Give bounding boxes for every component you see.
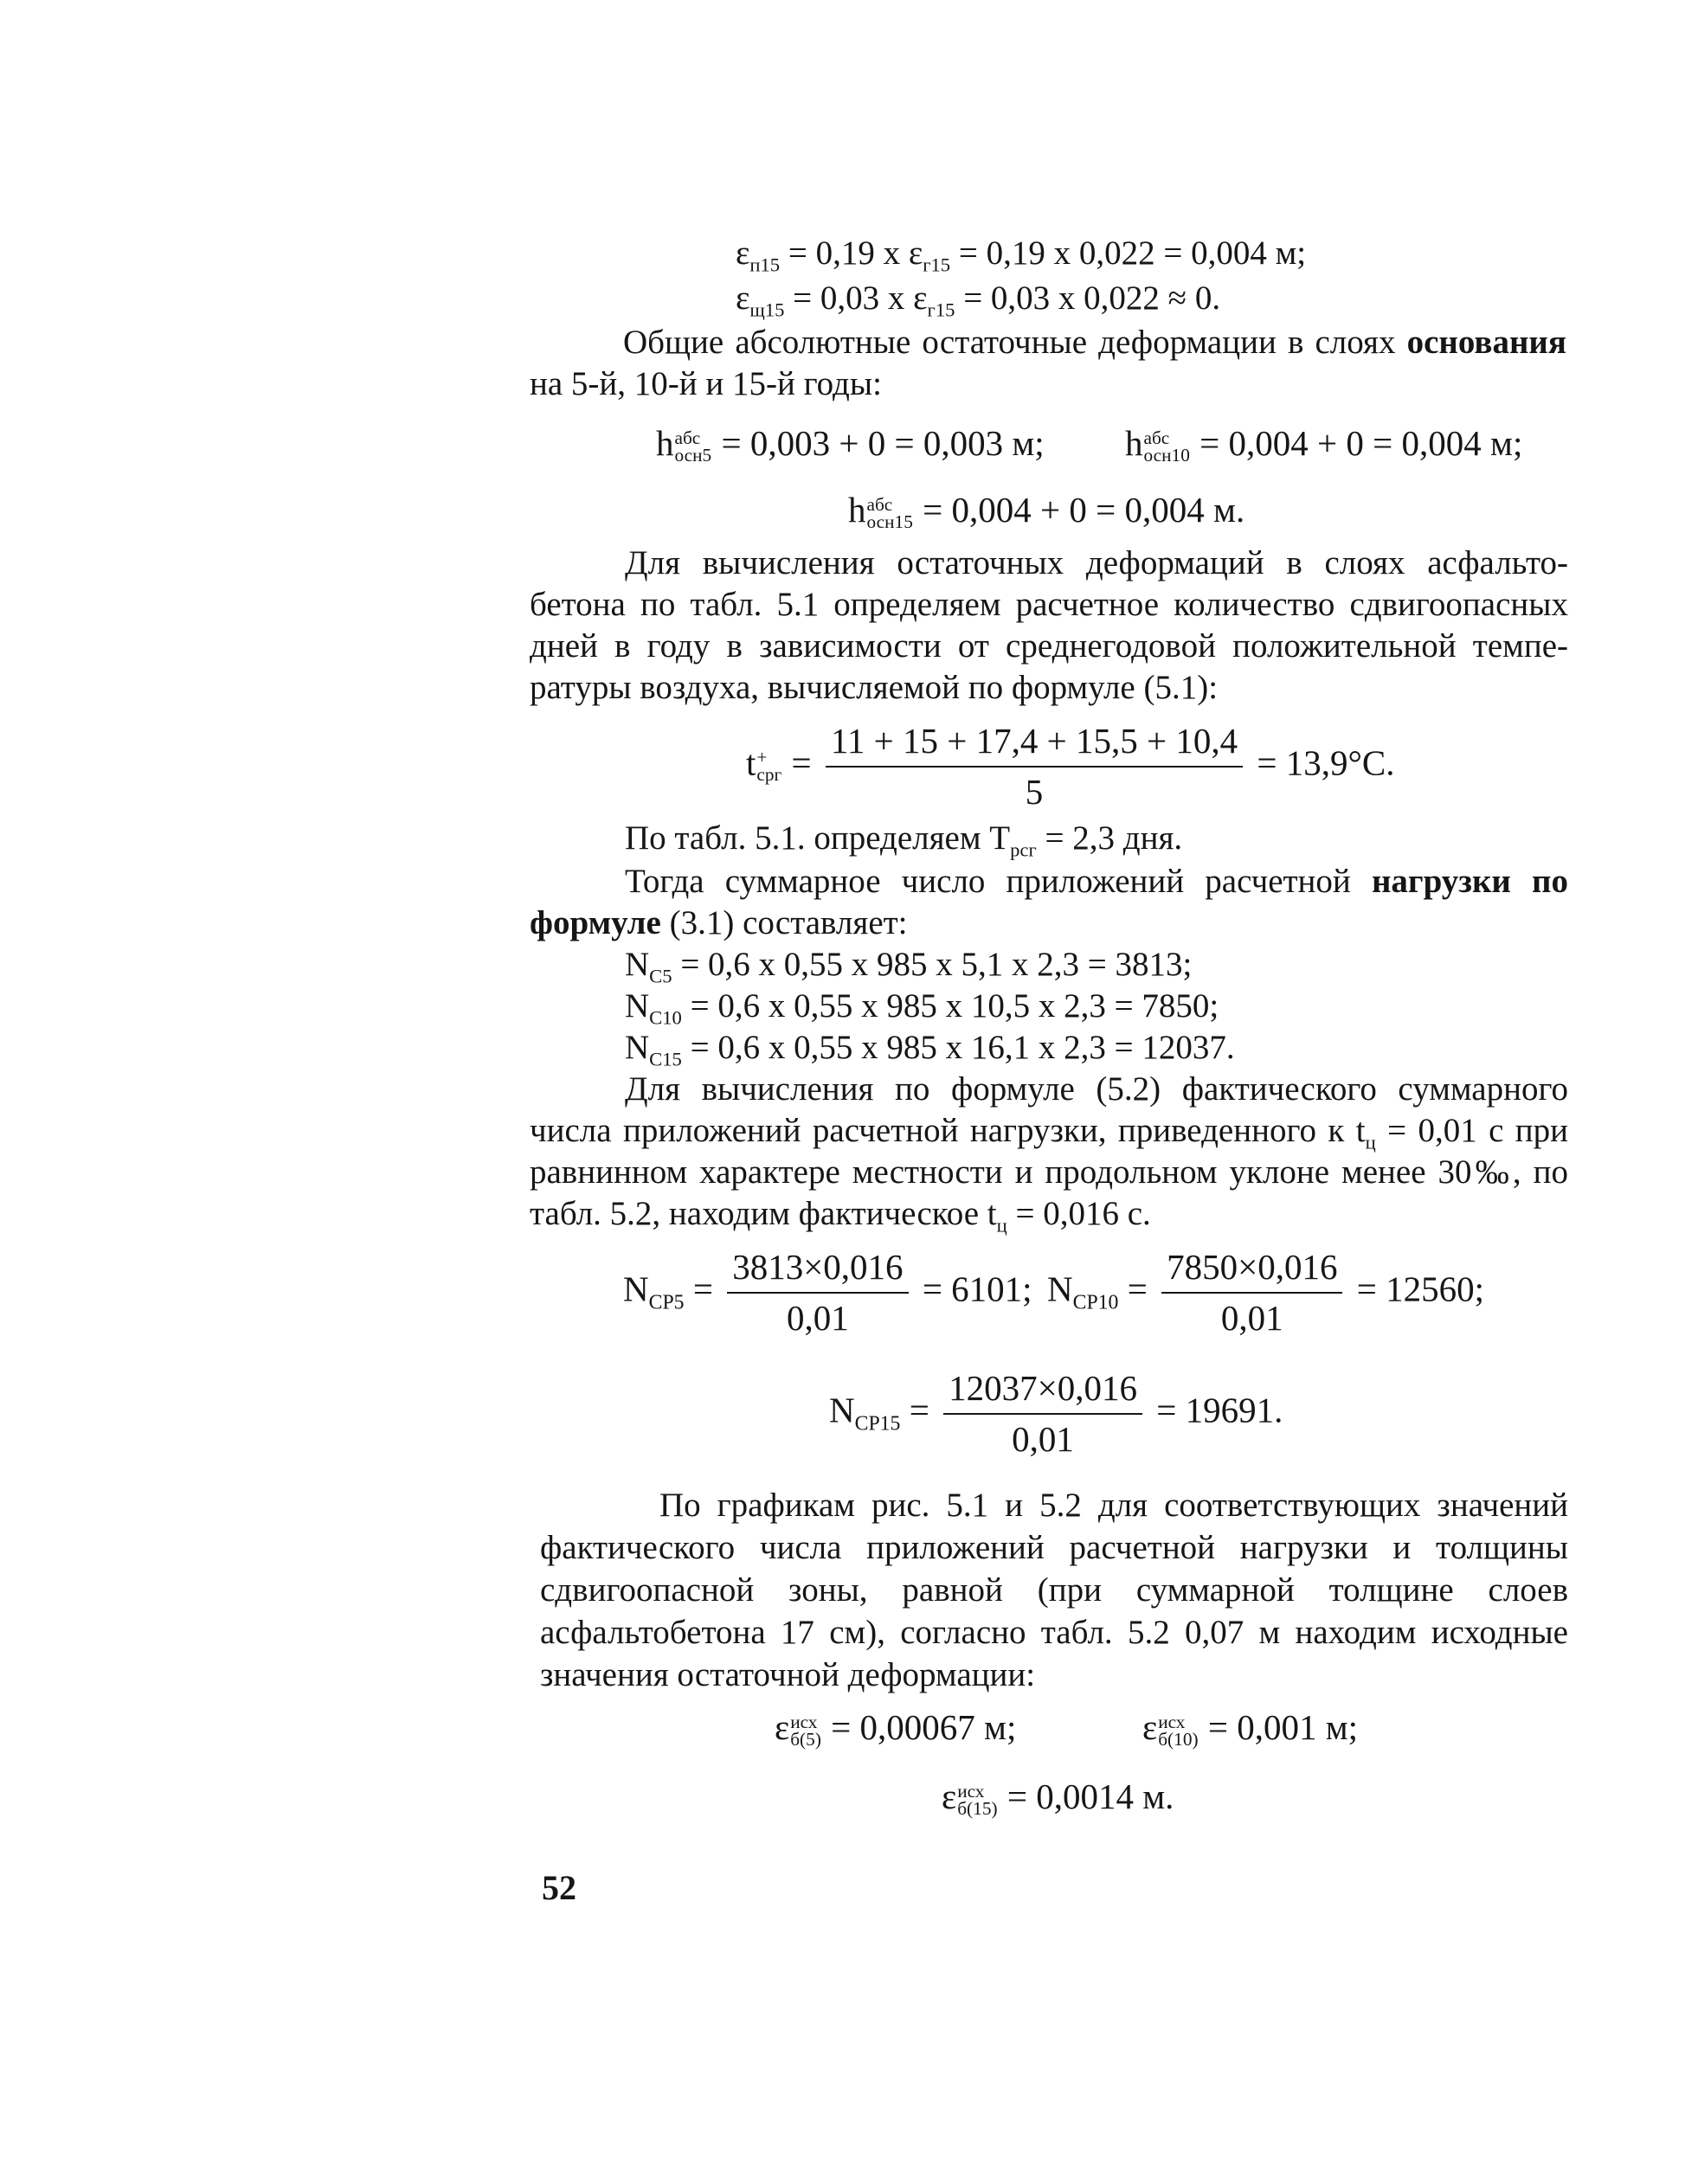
text: = 0,01 с при	[1387, 1112, 1569, 1149]
paragraph-line	[625, 862, 1568, 903]
text: табл. 5.2, находим фактическое t	[530, 1195, 997, 1232]
superscript: абс	[866, 493, 893, 515]
paragraph-line: дней в году в зависимости от среднегодовой положительной темпе-	[530, 627, 1568, 665]
formula-text: = 0,00067 м;	[831, 1707, 1017, 1747]
formula-eps-sh15	[736, 279, 1220, 322]
equals-sign: =	[791, 742, 812, 783]
formula-eps-b10	[1142, 1706, 1358, 1749]
formula-text: = 0,03 x 0,022 ≈ 0.	[963, 279, 1221, 317]
paragraph-line	[530, 1194, 1151, 1237]
subscript: С15	[649, 1048, 682, 1070]
subscript: СР10	[1072, 1291, 1119, 1314]
fraction	[943, 1367, 1142, 1461]
formula-text: = 0,003 + 0 = 0,003 м;	[721, 423, 1045, 463]
formula-h-osn15	[848, 489, 1244, 531]
paragraph-line: равнинном характере местности и продольном уклоне менее 30‰, по	[530, 1153, 1568, 1191]
subscript: г15	[923, 254, 951, 276]
numerator: 12037×0,016	[943, 1367, 1142, 1415]
superscript: исх	[790, 1711, 818, 1732]
subscript: С10	[649, 1006, 682, 1029]
formula-text: = 12560;	[1356, 1269, 1484, 1309]
subscript: СР15	[854, 1412, 901, 1436]
numerator: 7850×0,016	[1161, 1246, 1342, 1294]
symbol: t	[746, 742, 756, 783]
formula-text: = 0,0014 м.	[1006, 1776, 1174, 1816]
symbol: ε	[736, 279, 750, 317]
fraction	[1161, 1246, 1342, 1339]
superscript: абс	[674, 427, 701, 448]
subscript: осн5	[674, 444, 712, 466]
formula-text: = 0,004 + 0 = 0,004 м.	[923, 490, 1245, 530]
subscript: щ15	[749, 299, 785, 321]
subscript: б(5)	[790, 1728, 821, 1750]
subscript: ц	[996, 1214, 1007, 1237]
formula-n-cp15	[829, 1367, 1283, 1461]
fraction	[727, 1246, 908, 1339]
paragraph-line: фактического числа приложений расчетной нагрузки и толщины	[540, 1529, 1568, 1566]
text: числа приложений расчетной нагрузки, приведенного к t	[530, 1112, 1366, 1149]
formula-text: = 0,03 x ε	[793, 279, 928, 317]
formula-n-c10	[625, 986, 1219, 1030]
subscript: рсг	[1010, 838, 1037, 861]
formula-text: = 13,9°С.	[1257, 742, 1395, 783]
formula-eps-p15	[736, 234, 1306, 277]
formula-n-c5	[625, 945, 1192, 988]
denominator: 5	[1025, 772, 1044, 813]
formula-text: = 0,6 x 0,55 x 985 x 5,1 x 2,3 = 3813;	[680, 946, 1193, 983]
subscript: б(10)	[1158, 1728, 1199, 1750]
formula-text: = 0,19 x ε	[788, 234, 923, 272]
text: = 0,016 с.	[1015, 1195, 1151, 1232]
symbol: ε	[1142, 1707, 1158, 1747]
formula-h-osn10	[1125, 422, 1522, 465]
formula-text: = 0,19 x 0,022 = 0,004 м;	[958, 234, 1307, 272]
text-bold: формуле	[530, 904, 661, 941]
paragraph-line: Для вычисления остаточных деформаций в слоях асфальто-	[625, 544, 1568, 581]
formula-text: = 0,004 + 0 = 0,004 м;	[1199, 423, 1523, 463]
text-bold: нагрузки по	[1371, 863, 1568, 900]
paragraph-line: сдвигоопасной зоны, равной (при суммарной толщине слоев	[540, 1571, 1568, 1609]
formula-n-cp10	[1047, 1246, 1484, 1339]
paragraph-line	[530, 1111, 1568, 1154]
formula-n-cp5	[623, 1246, 1032, 1339]
paragraph-line: бетона по табл. 5.1 определяем расчетное количество сдвигоопасных	[530, 586, 1568, 623]
superscript: исх	[957, 1780, 985, 1802]
formula-text: = 0,6 x 0,55 x 985 x 16,1 x 2,3 = 12037.	[690, 1029, 1235, 1066]
superscript: исх	[1158, 1711, 1186, 1732]
subscript: срг	[756, 764, 782, 786]
denominator: 0,01	[787, 1298, 849, 1339]
superscript: +	[756, 747, 768, 768]
superscript: абс	[1143, 427, 1170, 448]
equals-sign: =	[909, 1390, 929, 1430]
fraction	[826, 720, 1243, 813]
symbol: N	[625, 987, 650, 1025]
denominator: 0,01	[1220, 1298, 1283, 1339]
symbol: N	[625, 946, 650, 983]
symbol: h	[848, 490, 866, 530]
symbol: ε	[736, 234, 750, 272]
subscript: осн10	[1143, 444, 1190, 466]
formula-h-osn5	[656, 422, 1045, 465]
subscript: ц	[1365, 1131, 1376, 1153]
paragraph-line: асфальтобетона 17 см), согласно табл. 5.2 0,07 м находим исходные	[540, 1614, 1568, 1651]
formula-text: = 0,6 x 0,55 x 985 x 10,5 x 2,3 = 7850;	[690, 987, 1219, 1025]
text: По табл. 5.1. определяем Т	[625, 819, 1011, 857]
equals-sign: =	[1127, 1269, 1148, 1309]
text: (3.1) составляет:	[669, 904, 908, 941]
subscript: С5	[649, 965, 672, 987]
symbol: h	[1125, 423, 1143, 463]
paragraph-line: значения остаточной деформации:	[540, 1656, 1036, 1693]
text: = 2,3 дня.	[1045, 819, 1183, 857]
subscript: СР5	[648, 1291, 685, 1314]
symbol: N	[1047, 1269, 1073, 1309]
formula-text: = 6101;	[922, 1269, 1032, 1309]
subscript: осн15	[866, 511, 913, 532]
paragraph-line	[625, 819, 1182, 862]
formula-eps-b5	[775, 1706, 1016, 1749]
subscript: б(15)	[957, 1797, 998, 1819]
paragraph-line	[530, 903, 908, 944]
paragraph-line: на 5-й, 10-й и 15-й годы:	[530, 365, 882, 402]
symbol: h	[656, 423, 674, 463]
symbol: N	[829, 1390, 855, 1430]
numerator: 11 + 15 + 17,4 + 15,5 + 10,4	[826, 720, 1243, 768]
formula-text: = 0,001 м;	[1207, 1707, 1359, 1747]
symbol: N	[623, 1269, 649, 1309]
text: Тогда суммарное число приложений расчетной	[625, 863, 1351, 900]
formula-text: = 19691.	[1156, 1390, 1283, 1430]
subscript: п15	[749, 254, 781, 276]
paragraph-line	[623, 323, 1566, 363]
denominator: 0,01	[1012, 1419, 1074, 1460]
page-number: 52	[542, 1868, 576, 1907]
symbol: ε	[942, 1776, 957, 1816]
numerator: 3813×0,016	[727, 1246, 908, 1294]
equals-sign: =	[692, 1269, 713, 1309]
symbol: ε	[775, 1707, 790, 1747]
formula-t-srg	[746, 720, 1394, 813]
paragraph-line: По графикам рис. 5.1 и 5.2 для соответствующих значений	[659, 1487, 1568, 1524]
paragraph-line: Для вычисления по формуле (5.2) фактического суммарного	[625, 1070, 1568, 1108]
formula-n-c15	[625, 1028, 1235, 1071]
text-bold: основания	[1406, 324, 1566, 361]
paragraph-line: ратуры воздуха, вычисляемой по формуле (5.1):	[530, 669, 1219, 706]
text: Общие абсолютные остаточные деформации в слоях	[623, 324, 1396, 361]
formula-eps-b15	[942, 1776, 1174, 1818]
symbol: N	[625, 1029, 650, 1066]
subscript: г15	[927, 299, 955, 321]
